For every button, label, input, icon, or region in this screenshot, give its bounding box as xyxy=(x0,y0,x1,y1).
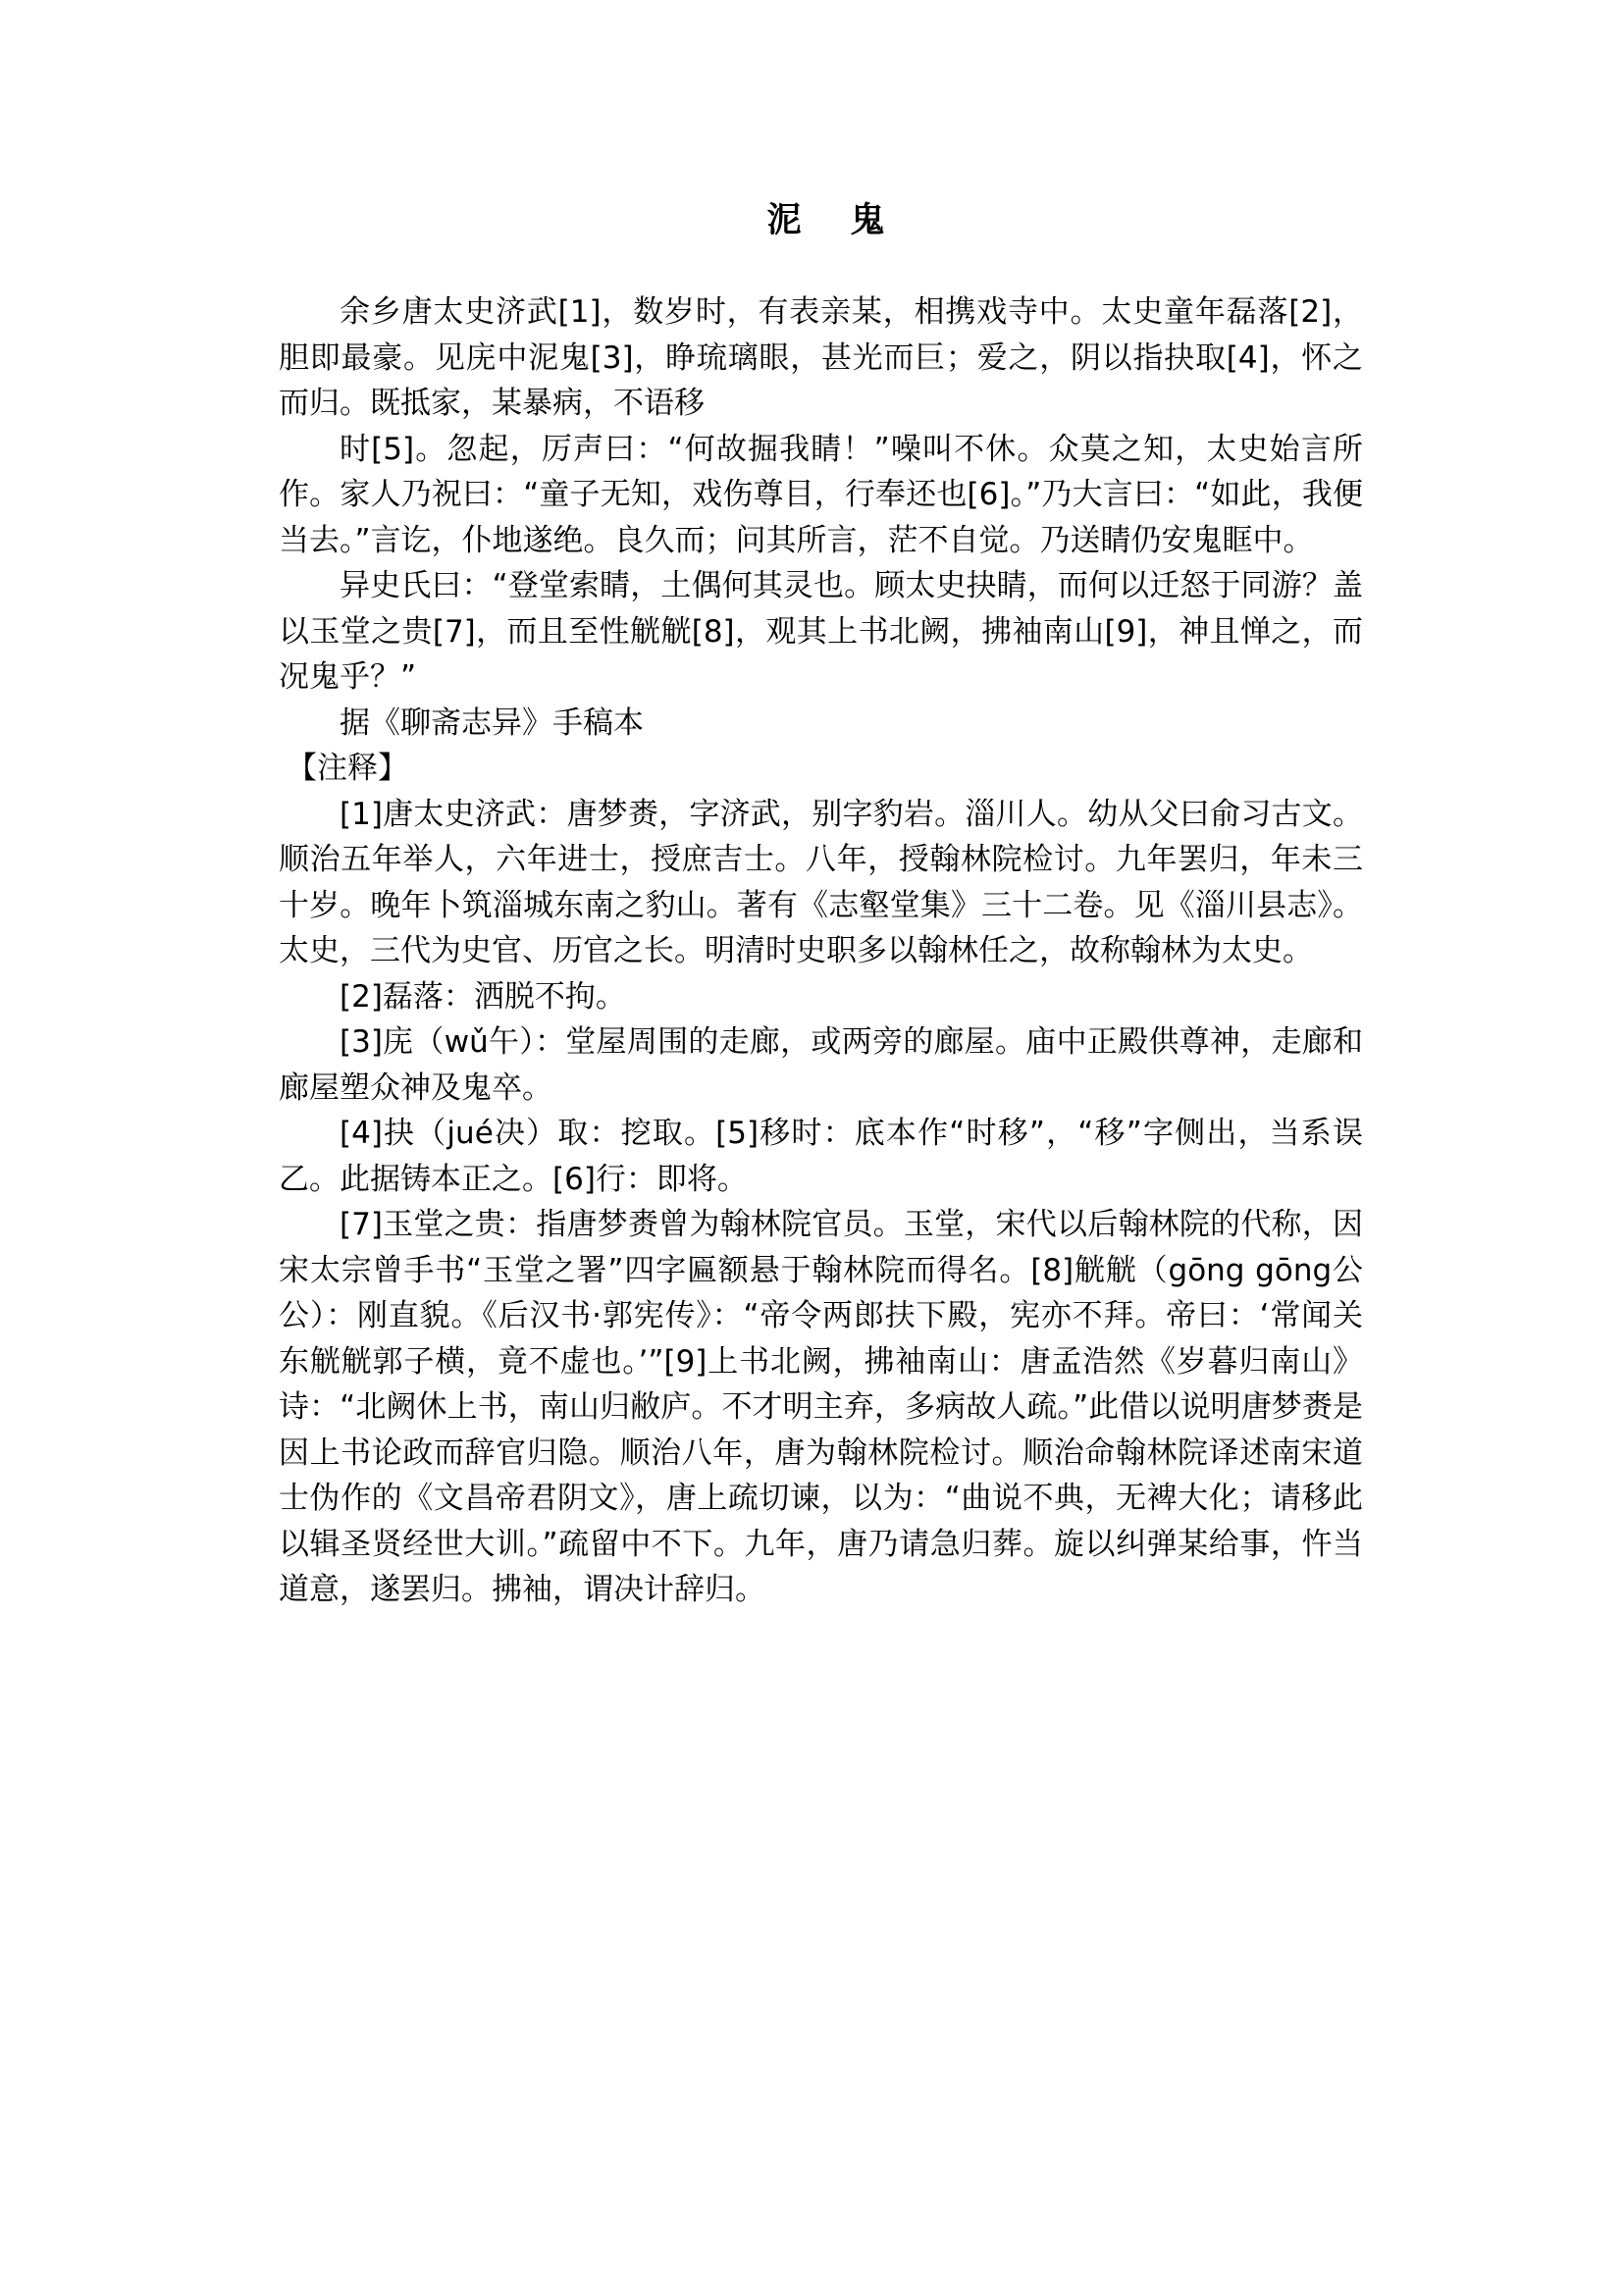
note-3: [3]庑（wǔ午）：堂屋周围的走廊，或两旁的廊屋。庙中正殿供尊神，走廊和廊屋塑众神及鬼卒。 xyxy=(279,1024,1363,1106)
document-title: 泥鬼 xyxy=(766,201,934,240)
source-note: 据《聊斋志异》手稿本 xyxy=(340,704,644,741)
note-7-9: [7]玉堂之贵：指唐梦赉曾为翰林院官员。玉堂，宋代以后翰林院的代称，因宋太宗曾手书“玉堂之署”四字匾额悬于翰林院而得名。[8]觥觥（gōng gōng公公）：刚直貌。《后汉书·郭宪传》：“帝令两郎扶下殿，宪亦不拜。帝曰：‘常闻关东觥觥郭子横，竟不虚也。’”[9]上书北阙，拂袖南山：唐孟浩然《岁暮归南山》诗：“北阙休上书，南山归敝庐。不才明主弃，多病故人疏。”此借以说明唐梦赉是因上书论政而辞官归隐。顺治八年，唐为翰林院检讨。顺治命翰林院译述南宋道士伪作的《文昌帝君阴文》，唐上疏切谏，以为：“曲说不典，无裨大化；请移此以辑圣贤经世大训。”疏留中不下。九年，唐乃请急归葬。旋以纠弹某给事，忤当道意，遂罢归。拂袖，谓决计辞归。 xyxy=(279,1207,1363,1607)
story-paragraph-1: 余乡唐太史济武[1]，数岁时，有表亲某，相携戏寺中。太史童年磊落[2]，胆即最豪。见庑中泥鬼[3]，睁琉璃眼，甚光而巨；爱之，阴以指抉取[4]，怀之而归。既抵家，某暴病，不语移 xyxy=(279,294,1363,421)
note-4-6: [4]抉（jué决）取：挖取。[5]移时：底本作“时移”，“移”字侧出，当系误乙。此据铸本正之。[6]行：即将。 xyxy=(279,1116,1363,1197)
note-1: [1]唐太史济武：唐梦赉，字济武，别字豹岩。淄川人。幼从父曰俞习古文。顺治五年举人，六年进士，授庶吉士。八年，授翰林院检讨。九年罢归，年未三十岁。晚年卜筑淄城东南之豹山。著有《志壑堂集》三十二卷。见《淄川县志》。太史，三代为史官、历官之长。明清时史职多以翰林任之，故称翰林为太史。 xyxy=(279,796,1363,968)
notes-heading: 【注释】 xyxy=(287,751,408,786)
note-2: [2]磊落：洒脱不拘。 xyxy=(340,978,626,1015)
commentary-paragraph: 异史氏曰：“登堂索睛，土偶何其灵也。顾太史抉睛，而何以迁怒于同游？盖以玉堂之贵[7]，而且至性觥觥[8]，观其上书北阙，拂袖南山[9]，神且惮之，而况鬼乎？” xyxy=(279,568,1363,695)
story-paragraph-2: 时[5]。忽起，厉声曰：“何故掘我睛！”噪叫不休。众莫之知，太史始言所作。家人乃祝曰：“童子无知，戏伤尊目，行奉还也[6]。”乃大言曰：“如此，我便当去。”言讫，仆地遂绝。良久而；问其所言，茫不自觉。乃送睛仍安鬼眶中。 xyxy=(279,431,1363,558)
document-page xyxy=(279,191,1363,1613)
